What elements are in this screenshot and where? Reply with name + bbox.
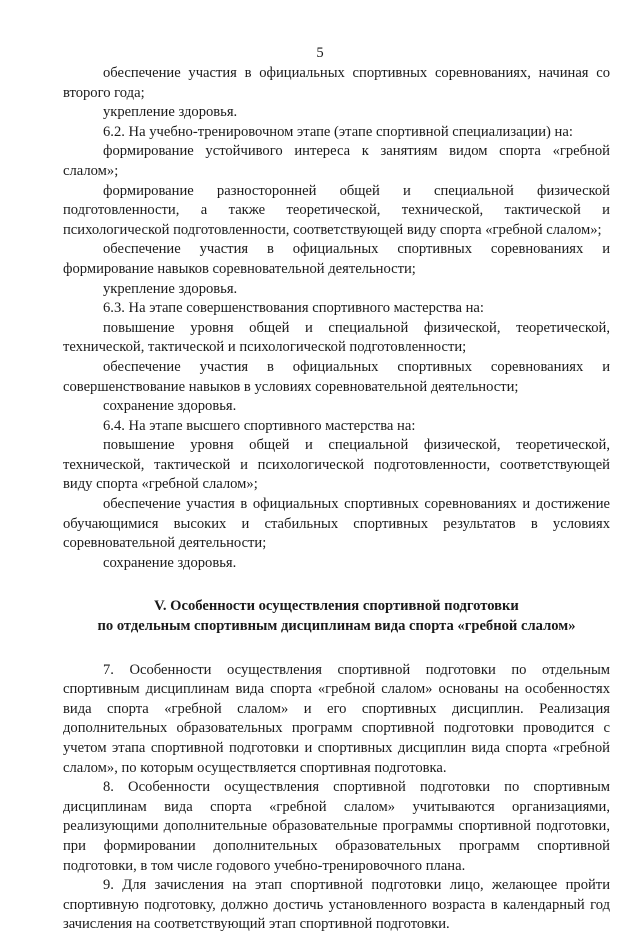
paragraph: обеспечение участия в официальных спортивных соревнованиях, начиная со второго года; (63, 65, 610, 101)
paragraph: обеспечение участия в официальных спортивных соревнованиях и формирование навыков соревновательной деятельности; (63, 241, 610, 277)
section-heading-line-2: по отдельным спортивным дисциплинам вида спорта «гребной слалом» (97, 618, 576, 635)
paragraph: 6.3. На этапе совершенствования спортивного мастерства на: (103, 300, 484, 317)
paragraph: 6.2. На учебно-тренировочном этапе (этапе спортивной специализации) на: (103, 123, 573, 140)
paragraph: формирование устойчивого интереса к занятиям видом спорта «гребной слалом»; (63, 143, 610, 179)
paragraph: 6.4. На этапе высшего спортивного мастерства на: (103, 417, 416, 434)
paragraph: формирование разносторонней общей и специальной физической подготовленности, а также теоретической, технической, тактической и психологической подготовленности, соответствующей виду спорта «гребной слалом»; (63, 182, 610, 238)
paragraph: повышение уровня общей и специальной физической, теоретической, технической, тактической и психологической подготовленности; (63, 319, 610, 356)
paragraph: сохранение здоровья. (103, 554, 237, 571)
paragraph: 8. Особенности осуществления спортивной подготовки по спортивным дисциплинам вида спорта «гребной слалом» учитываются организациями, реализующими дополнительные образовательные программы спортивной подготовки, при формировании дополнительных образовательных программ спортивной подготовки, в том числе годового учебно-тренировочного плана. (63, 779, 610, 874)
paragraph: сохранение здоровья. (103, 398, 237, 415)
paragraph: обеспечение участия в официальных спортивных соревнованиях и достижение обучающимися высоких и стабильных спортивных результатов в условиях соревновательной деятельности; (63, 496, 610, 552)
paragraph: обеспечение участия в официальных спортивных соревнованиях и совершенствование навыков в условиях соревновательной деятельности; (63, 358, 610, 395)
paragraph: укрепление здоровья. (103, 104, 238, 121)
page-number: 5 (316, 45, 324, 61)
paragraph: 7. Особенности осуществления спортивной подготовки по отдельным спортивным дисциплинам вида спорта «гребной слалом» основаны на особенностях вида спорта «гребной слалом» и его спортивных дисциплин. Реализация дополнительных образовательных программ спортивной подготовки проводится с учетом этапа спортивной подготовки и спортивных дисциплин вида спорта «гребной слалом», по которым осуществляется спортивная подготовка. (63, 661, 610, 776)
paragraph: 9. Для зачисления на этап спортивной подготовки лицо, желающее пройти спортивную подготовку, должно достичь установленного возраста в календарный год зачисления на соответствующий этап спортивной подготовки. (63, 877, 610, 933)
section-heading-line-1: V. Особенности осуществления спортивной подготовки (154, 598, 519, 615)
document-body (63, 64, 610, 935)
paragraph: укрепление здоровья. (103, 280, 238, 297)
paragraph: повышение уровня общей и специальной физической, теоретической, технической, тактической и психологической подготовленности, соответствующей виду спорта «гребной слалом»; (63, 437, 610, 493)
